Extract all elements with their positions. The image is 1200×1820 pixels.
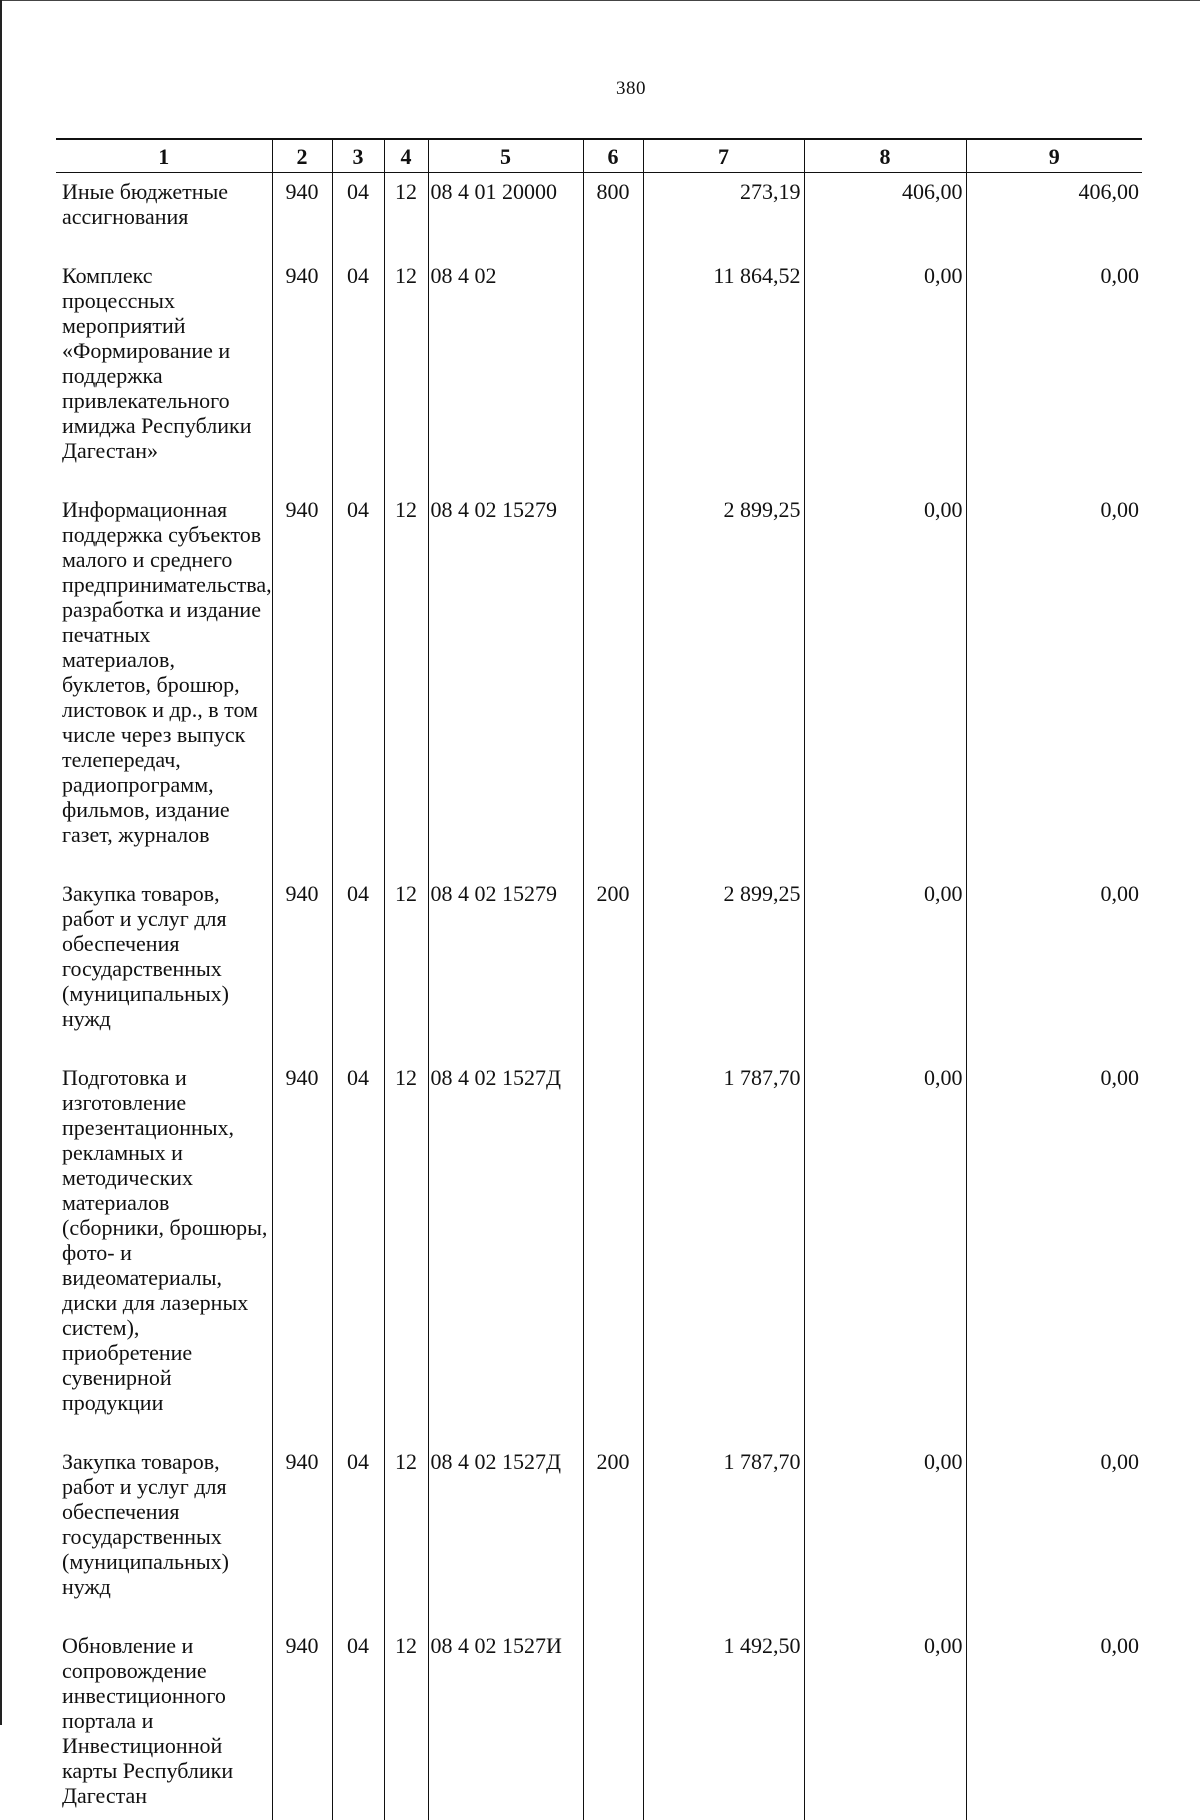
table-row: [56, 1059, 1142, 1443]
scan-top-edge: [0, 0, 1200, 1]
row-c6: [583, 491, 643, 875]
row-c2: 940: [272, 173, 332, 258]
row-code: 08 4 02 1527И: [428, 1627, 583, 1820]
header-col-3: 3: [332, 139, 384, 173]
row-c6: [583, 1059, 643, 1443]
row-code: 08 4 02: [428, 257, 583, 491]
row-c4: 12: [384, 1443, 428, 1627]
header-col-5: 5: [428, 139, 583, 173]
header-col-9: 9: [966, 139, 1142, 173]
header-col-1: 1: [56, 139, 272, 173]
row-v8: 0,00: [804, 1059, 966, 1443]
row-c3: 04: [332, 491, 384, 875]
table-row: [56, 875, 1142, 1059]
row-name: Подготовка и изготовление презентационных, рекламных и методических материалов (сборники, брошюры, фото- и видеоматериалы, диски для лазерных систем), приобретение сувенирной продукции: [56, 1059, 272, 1443]
row-c2: 940: [272, 1443, 332, 1627]
row-v9: 0,00: [966, 875, 1142, 1059]
row-c3: 04: [332, 875, 384, 1059]
row-v9: 0,00: [966, 1627, 1142, 1820]
table-row: [56, 1627, 1142, 1820]
row-c6: [583, 257, 643, 491]
row-name: Информационная поддержка субъектов малого и среднего предпринимательства, разработка и издание печатных материалов, буклетов, брошюр, листовок и др., в том числе через выпуск телепередач, радиопрограмм, фильмов, издание газет, журналов: [56, 491, 272, 875]
row-v7: 2 899,25: [643, 875, 804, 1059]
row-v9: 0,00: [966, 1443, 1142, 1627]
table-row: [56, 1443, 1142, 1627]
header-col-4: 4: [384, 139, 428, 173]
budget-table: [56, 138, 1142, 1820]
header-col-8: 8: [804, 139, 966, 173]
row-v7: 11 864,52: [643, 257, 804, 491]
row-c3: 04: [332, 1059, 384, 1443]
row-v8: 406,00: [804, 173, 966, 258]
row-code: 08 4 02 1527Д: [428, 1059, 583, 1443]
row-c6: 200: [583, 1443, 643, 1627]
row-c3: 04: [332, 1627, 384, 1820]
row-c2: 940: [272, 1059, 332, 1443]
row-v7: 1 787,70: [643, 1443, 804, 1627]
row-name: Закупка товаров, работ и услуг для обеспечения государственных (муниципальных) нужд: [56, 1443, 272, 1627]
row-name: Закупка товаров, работ и услуг для обеспечения государственных (муниципальных) нужд: [56, 875, 272, 1059]
row-code: 08 4 02 15279: [428, 491, 583, 875]
row-c3: 04: [332, 1443, 384, 1627]
table-row: [56, 257, 1142, 491]
row-c4: 12: [384, 875, 428, 1059]
row-c2: 940: [272, 257, 332, 491]
row-v8: 0,00: [804, 1627, 966, 1820]
row-v9: 406,00: [966, 173, 1142, 258]
row-v8: 0,00: [804, 875, 966, 1059]
row-c6: 800: [583, 173, 643, 258]
row-c6: 200: [583, 875, 643, 1059]
row-v7: 1 787,70: [643, 1059, 804, 1443]
row-v7: 1 492,50: [643, 1627, 804, 1820]
row-c4: 12: [384, 173, 428, 258]
row-c3: 04: [332, 257, 384, 491]
table-row: [56, 173, 1142, 258]
row-v9: 0,00: [966, 491, 1142, 875]
scan-left-edge: [0, 0, 2, 1725]
row-v8: 0,00: [804, 1443, 966, 1627]
row-c4: 12: [384, 491, 428, 875]
row-code: 08 4 02 1527Д: [428, 1443, 583, 1627]
row-c6: [583, 1627, 643, 1820]
header-col-7: 7: [643, 139, 804, 173]
header-col-6: 6: [583, 139, 643, 173]
row-v9: 0,00: [966, 1059, 1142, 1443]
row-v7: 273,19: [643, 173, 804, 258]
table-header: [56, 139, 1142, 173]
row-c4: 12: [384, 1627, 428, 1820]
row-c2: 940: [272, 875, 332, 1059]
row-code: 08 4 01 20000: [428, 173, 583, 258]
row-c2: 940: [272, 1627, 332, 1820]
row-c2: 940: [272, 491, 332, 875]
row-c3: 04: [332, 173, 384, 258]
row-v7: 2 899,25: [643, 491, 804, 875]
row-name: Обновление и сопровождение инвестиционного портала и Инвестиционной карты Республики Дагестан: [56, 1627, 272, 1820]
page-number: 380: [0, 78, 1200, 100]
row-v8: 0,00: [804, 257, 966, 491]
row-code: 08 4 02 15279: [428, 875, 583, 1059]
row-name: Иные бюджетные ассигнования: [56, 173, 272, 258]
header-col-2: 2: [272, 139, 332, 173]
row-name: Комплекс процессных мероприятий «Формирование и поддержка привлекательного имиджа Республики Дагестан»: [56, 257, 272, 491]
row-v8: 0,00: [804, 491, 966, 875]
row-c4: 12: [384, 257, 428, 491]
table-row: [56, 491, 1142, 875]
row-v9: 0,00: [966, 257, 1142, 491]
row-c4: 12: [384, 1059, 428, 1443]
table-body: [56, 173, 1142, 1820]
